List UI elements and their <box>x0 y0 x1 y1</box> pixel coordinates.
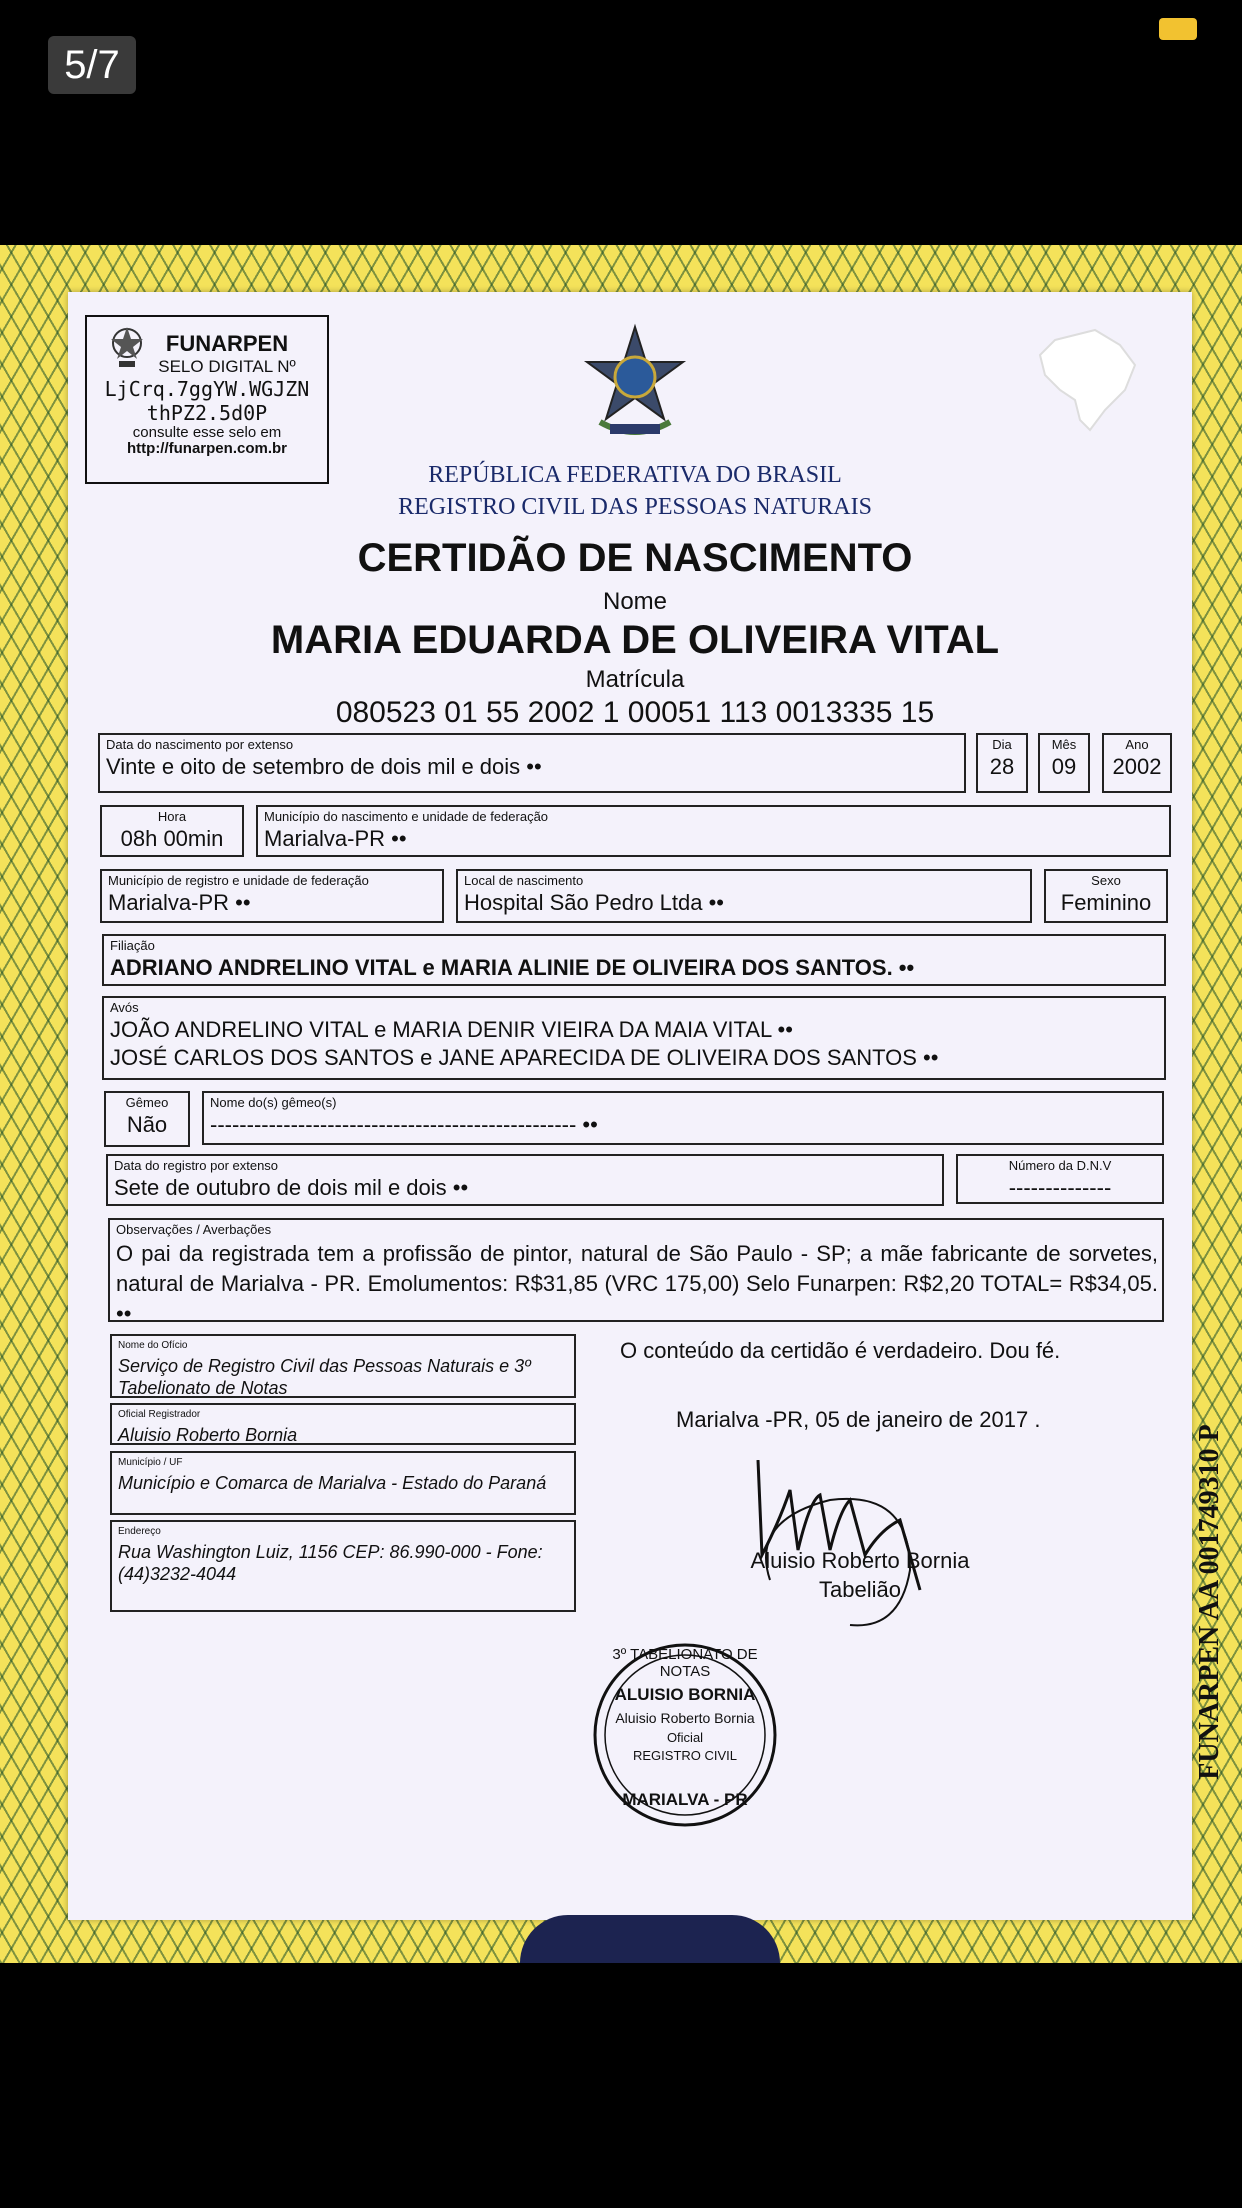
matricula-number: 080523 01 55 2002 1 00051 113 0013335 15 <box>335 696 935 729</box>
image-counter: 5/7 <box>48 36 136 94</box>
coat-of-arms-icon <box>580 322 690 442</box>
sex-field <box>1044 869 1168 923</box>
year-field <box>1102 733 1172 793</box>
month-value: 09 <box>1051 754 1077 779</box>
office-field <box>110 1334 576 1398</box>
field-label: Data do nascimento por extenso <box>106 737 294 752</box>
stamp-line-5: REGISTRO CIVIL <box>632 1748 738 1763</box>
stamp-line-2: ALUISIO BORNIA <box>614 1685 756 1704</box>
birth-date-value: Vinte e oito de setembro de dois mil e dois •• <box>106 754 542 779</box>
stamp-line-1: 3º TABELIONATO DE NOTAS <box>612 1646 758 1680</box>
field-label: Local de nascimento <box>464 873 584 888</box>
field-label: Número da D.N.V <box>1008 1158 1112 1173</box>
field-label: Avós <box>110 1000 139 1015</box>
seal-code-2: thPZ2.5d0P <box>146 401 268 425</box>
brazil-map-icon <box>1025 320 1145 440</box>
parents-value: ADRIANO ANDRELINO VITAL e MARIA ALINIE DE OLIVEIRA DOS SANTOS. •• <box>110 955 915 980</box>
field-label: Nome do Ofício <box>118 1340 188 1351</box>
field-label: Dia <box>992 737 1012 752</box>
seal-consult: consulte esse selo em <box>132 424 282 441</box>
person-name: MARIA EDUARDA DE OLIVEIRA VITAL <box>270 618 1000 662</box>
signer-name: Aluisio Roberto Bornia <box>750 1548 970 1573</box>
stamp-line-3: Aluisio Roberto Bornia <box>615 1710 755 1726</box>
stamp-line-6: MARIALVA - PR <box>622 1790 748 1809</box>
grandparents-field <box>102 996 1166 1080</box>
seal-code-1: LjCrq.7ggYW.WGJZN <box>104 377 310 401</box>
hour-value: 08h 00min <box>120 826 224 851</box>
certificate-title: CERTIDÃO DE NASCIMENTO <box>357 536 913 580</box>
dnv-value: -------------- <box>1008 1175 1112 1200</box>
office-value: Serviço de Registro Civil das Pessoas Naturais e 3º Tabelionato de Notas <box>118 1356 531 1398</box>
field-label: Hora <box>157 809 187 824</box>
coat-of-arms-icon <box>107 323 147 371</box>
month-field <box>1038 733 1090 793</box>
field-label: Nome do(s) gêmeo(s) <box>210 1095 337 1110</box>
municipality-field <box>110 1451 576 1515</box>
observations-field <box>108 1218 1164 1326</box>
signer-role: Tabelião <box>819 1577 901 1602</box>
registrar-field <box>110 1403 576 1445</box>
address-field <box>110 1520 576 1612</box>
notary-stamp <box>590 1640 780 1870</box>
corner-badge[interactable] <box>1159 18 1197 40</box>
field-label: Sexo <box>1091 873 1121 888</box>
matricula-label: Matrícula <box>585 666 685 693</box>
funarpen-serial <box>1190 1340 1230 1870</box>
stamp-line-4: Oficial <box>666 1730 704 1745</box>
republic-heading: REPÚBLICA FEDERATIVA DO BRASIL <box>428 462 842 488</box>
seal-org: FUNARPEN <box>165 331 289 356</box>
birth-place-value: Hospital São Pedro Ltda •• <box>464 890 725 915</box>
registry-date-value: Sete de outubro de dois mil e dois •• <box>114 1175 469 1200</box>
twin-name-value: -------------------------------------------------- •• <box>210 1112 598 1137</box>
field-label: Município de registro e unidade de federação <box>108 873 369 888</box>
birth-city-field <box>256 805 1171 857</box>
field-label: Data do registro por extenso <box>114 1158 279 1173</box>
registry-heading: REGISTRO CIVIL DAS PESSOAS NATURAIS <box>398 494 872 520</box>
field-label: Endereço <box>118 1526 161 1537</box>
hour-field <box>100 805 244 857</box>
field-label: Ano <box>1125 737 1149 752</box>
registrar-value: Aluisio Roberto Bornia <box>118 1425 298 1445</box>
dnv-field <box>956 1154 1164 1204</box>
attestation-statement: O conteúdo da certidão é verdadeiro. Dou fé. <box>620 1338 1061 1363</box>
observations-value: O pai da registrada tem a profissão de pintor, natural de São Paulo - SP; a mãe fabricante de sorvetes, natural de Marialva - PR. Emolumentos: R$31,85 (VRC 175,00) Selo Funarpen: R$2,20 TOTAL= R$34,05. •• <box>116 1241 1158 1326</box>
birth-place-field <box>456 869 1032 923</box>
twin-value: Não <box>126 1112 168 1137</box>
serial-text: FUNARPEN AA 001749310 P <box>1194 1424 1225 1780</box>
field-label: Município / UF <box>118 1457 183 1468</box>
field-label: Observações / Averbações <box>116 1222 272 1237</box>
birth-date-field <box>98 733 966 793</box>
grandparents-value-2: JOSÉ CARLOS DOS SANTOS e JANE APARECIDA DE OLIVEIRA DOS SANTOS •• <box>110 1045 939 1070</box>
seal-label: SELO DIGITAL Nº <box>158 357 296 376</box>
birth-city-value: Marialva-PR •• <box>264 826 407 851</box>
twin-field <box>104 1091 190 1147</box>
field-label: Oficial Registrador <box>118 1409 201 1420</box>
registry-city-field <box>100 869 444 923</box>
sex-value: Feminino <box>1060 890 1152 915</box>
field-label: Gêmeo <box>125 1095 169 1110</box>
field-label: Município do nascimento e unidade de federação <box>264 809 549 824</box>
municipality-value: Município e Comarca de Marialva - Estado do Paraná <box>118 1473 547 1493</box>
name-label: Nome <box>602 588 668 615</box>
day-value: 28 <box>989 754 1015 779</box>
field-label: Mês <box>1051 737 1077 752</box>
field-label: Filiação <box>110 938 155 953</box>
year-value: 2002 <box>1112 754 1162 779</box>
seal-url[interactable]: http://funarpen.com.br <box>127 440 287 457</box>
registry-city-value: Marialva-PR •• <box>108 890 251 915</box>
day-field <box>976 733 1028 793</box>
grandparents-value-1: JOÃO ANDRELINO VITAL e MARIA DENIR VIEIRA DA MAIA VITAL •• <box>110 1017 793 1042</box>
parents-field <box>102 934 1166 986</box>
registry-date-field <box>106 1154 944 1206</box>
address-value: Rua Washington Luiz, 1156 CEP: 86.990-000 - Fone: (44)3232-4044 <box>118 1542 543 1584</box>
place-and-date: Marialva -PR, 05 de janeiro de 2017 . <box>676 1407 1041 1432</box>
twin-name-field <box>202 1091 1164 1145</box>
ribbon-shadow <box>520 1915 780 1963</box>
digital-seal <box>85 315 329 484</box>
